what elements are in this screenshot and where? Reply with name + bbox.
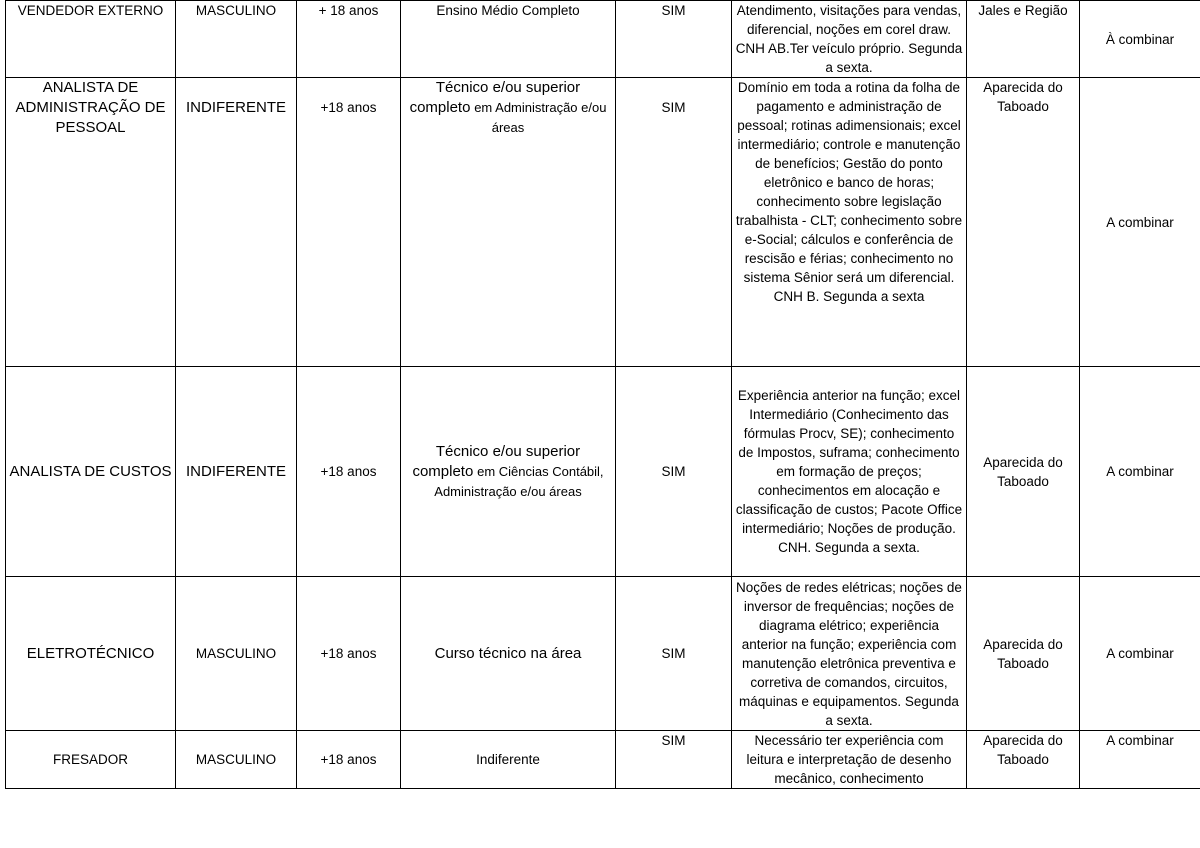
table-row (6, 577, 1200, 731)
cell-experiencia: SIM (616, 577, 732, 731)
cell-local: Aparecida do Taboado (967, 78, 1080, 367)
cell-idade: + 18 anos (297, 1, 401, 78)
escolaridade-text: Indiferente (476, 752, 540, 767)
cell-salario: A combinar (1080, 78, 1200, 367)
cell-local: Jales e Região (967, 1, 1080, 78)
table-row (6, 1, 1200, 78)
cell-requisitos: Experiência anterior na função; excel Intermediário (Conhecimento das fórmulas Procv, SE); conhecimento de Impostos, suframa; conhecimento em formação de preços; conhecimentos em alocação e classificação de custos; Pacote Office intermediário; Noções de produção. CNH. Segunda a sexta. (732, 367, 967, 577)
cell-sexo: MASCULINO (176, 1, 297, 78)
table-row (6, 367, 1200, 577)
cell-requisitos: Noções de redes elétricas; noções de inversor de frequências; noções de diagrama elétrico; experiência anterior na função; experiência com manutenção eletrônica preventiva e corretiva de comandos, circuitos, máquinas e equipamentos. Segunda a sexta. (732, 577, 967, 731)
cell-cargo: VENDEDOR EXTERNO (6, 1, 176, 78)
cell-requisitos: Atendimento, visitações para vendas, diferencial, noções em corel draw. CNH AB.Ter veículo próprio. Segunda a sexta. (732, 1, 967, 78)
cell-cargo: ANALISTA DE ADMINISTRAÇÃO DE PESSOAL (6, 78, 176, 367)
cell-sexo: INDIFERENTE (176, 78, 297, 367)
escolaridade-text: Ensino Médio Completo (436, 3, 580, 18)
table-row (6, 731, 1200, 789)
cell-sexo: MASCULINO (176, 731, 297, 789)
cell-sexo: MASCULINO (176, 577, 297, 731)
cell-salario: A combinar (1080, 367, 1200, 577)
cell-local: Aparecida do Taboado (967, 731, 1080, 789)
cell-requisitos: Domínio em toda a rotina da folha de pagamento e administração de pessoal; rotinas adimensionais; excel intermediário; controle e manutenção de benefícios; Gestão do ponto eletrônico e banco de horas; conhecimento sobre legislação trabalhista - CLT; conhecimento sobre e-Social; cálculos e conferência de rescisão e férias; conhecimento no sistema Sênior será um diferencial. CNH B. Segunda a sexta (732, 78, 967, 367)
cell-experiencia: SIM (616, 367, 732, 577)
cell-idade: +18 anos (297, 78, 401, 367)
cell-salario: À combinar (1080, 1, 1200, 78)
job-listings-table (5, 0, 1200, 789)
cell-experiencia: SIM (616, 78, 732, 367)
escolaridade-text: Curso técnico na área (434, 644, 582, 662)
escolaridade-area: em Administração e/ou áreas (474, 100, 607, 135)
escolaridade-text: Técnico e/ou superior completo (409, 79, 581, 116)
cell-cargo: ELETROTÉCNICO (6, 577, 176, 731)
cell-cargo: ANALISTA DE CUSTOS (6, 367, 176, 577)
cell-cargo: FRESADOR (6, 731, 176, 789)
cell-escolaridade (401, 1, 616, 78)
cell-requisitos: Necessário ter experiência com leitura e interpretação de desenho mecânico, conhecimento (732, 731, 967, 789)
cell-sexo: INDIFERENTE (176, 367, 297, 577)
cell-experiencia: SIM (616, 1, 732, 78)
escolaridade-text: Técnico e/ou superior completo (412, 443, 581, 480)
cell-idade: +18 anos (297, 731, 401, 789)
cell-experiencia: SIM (616, 731, 732, 789)
cell-idade: +18 anos (297, 367, 401, 577)
cell-escolaridade (401, 577, 616, 731)
escolaridade-area: em Ciências Contábil, Administração e/ou áreas (434, 464, 604, 499)
cell-escolaridade (401, 78, 616, 367)
table-row (6, 78, 1200, 367)
cell-escolaridade (401, 367, 616, 577)
cell-local: Aparecida do Taboado (967, 367, 1080, 577)
cell-escolaridade (401, 731, 616, 789)
cell-idade: +18 anos (297, 577, 401, 731)
cell-salario: A combinar (1080, 731, 1200, 789)
cell-salario: A combinar (1080, 577, 1200, 731)
cell-local: Aparecida do Taboado (967, 577, 1080, 731)
